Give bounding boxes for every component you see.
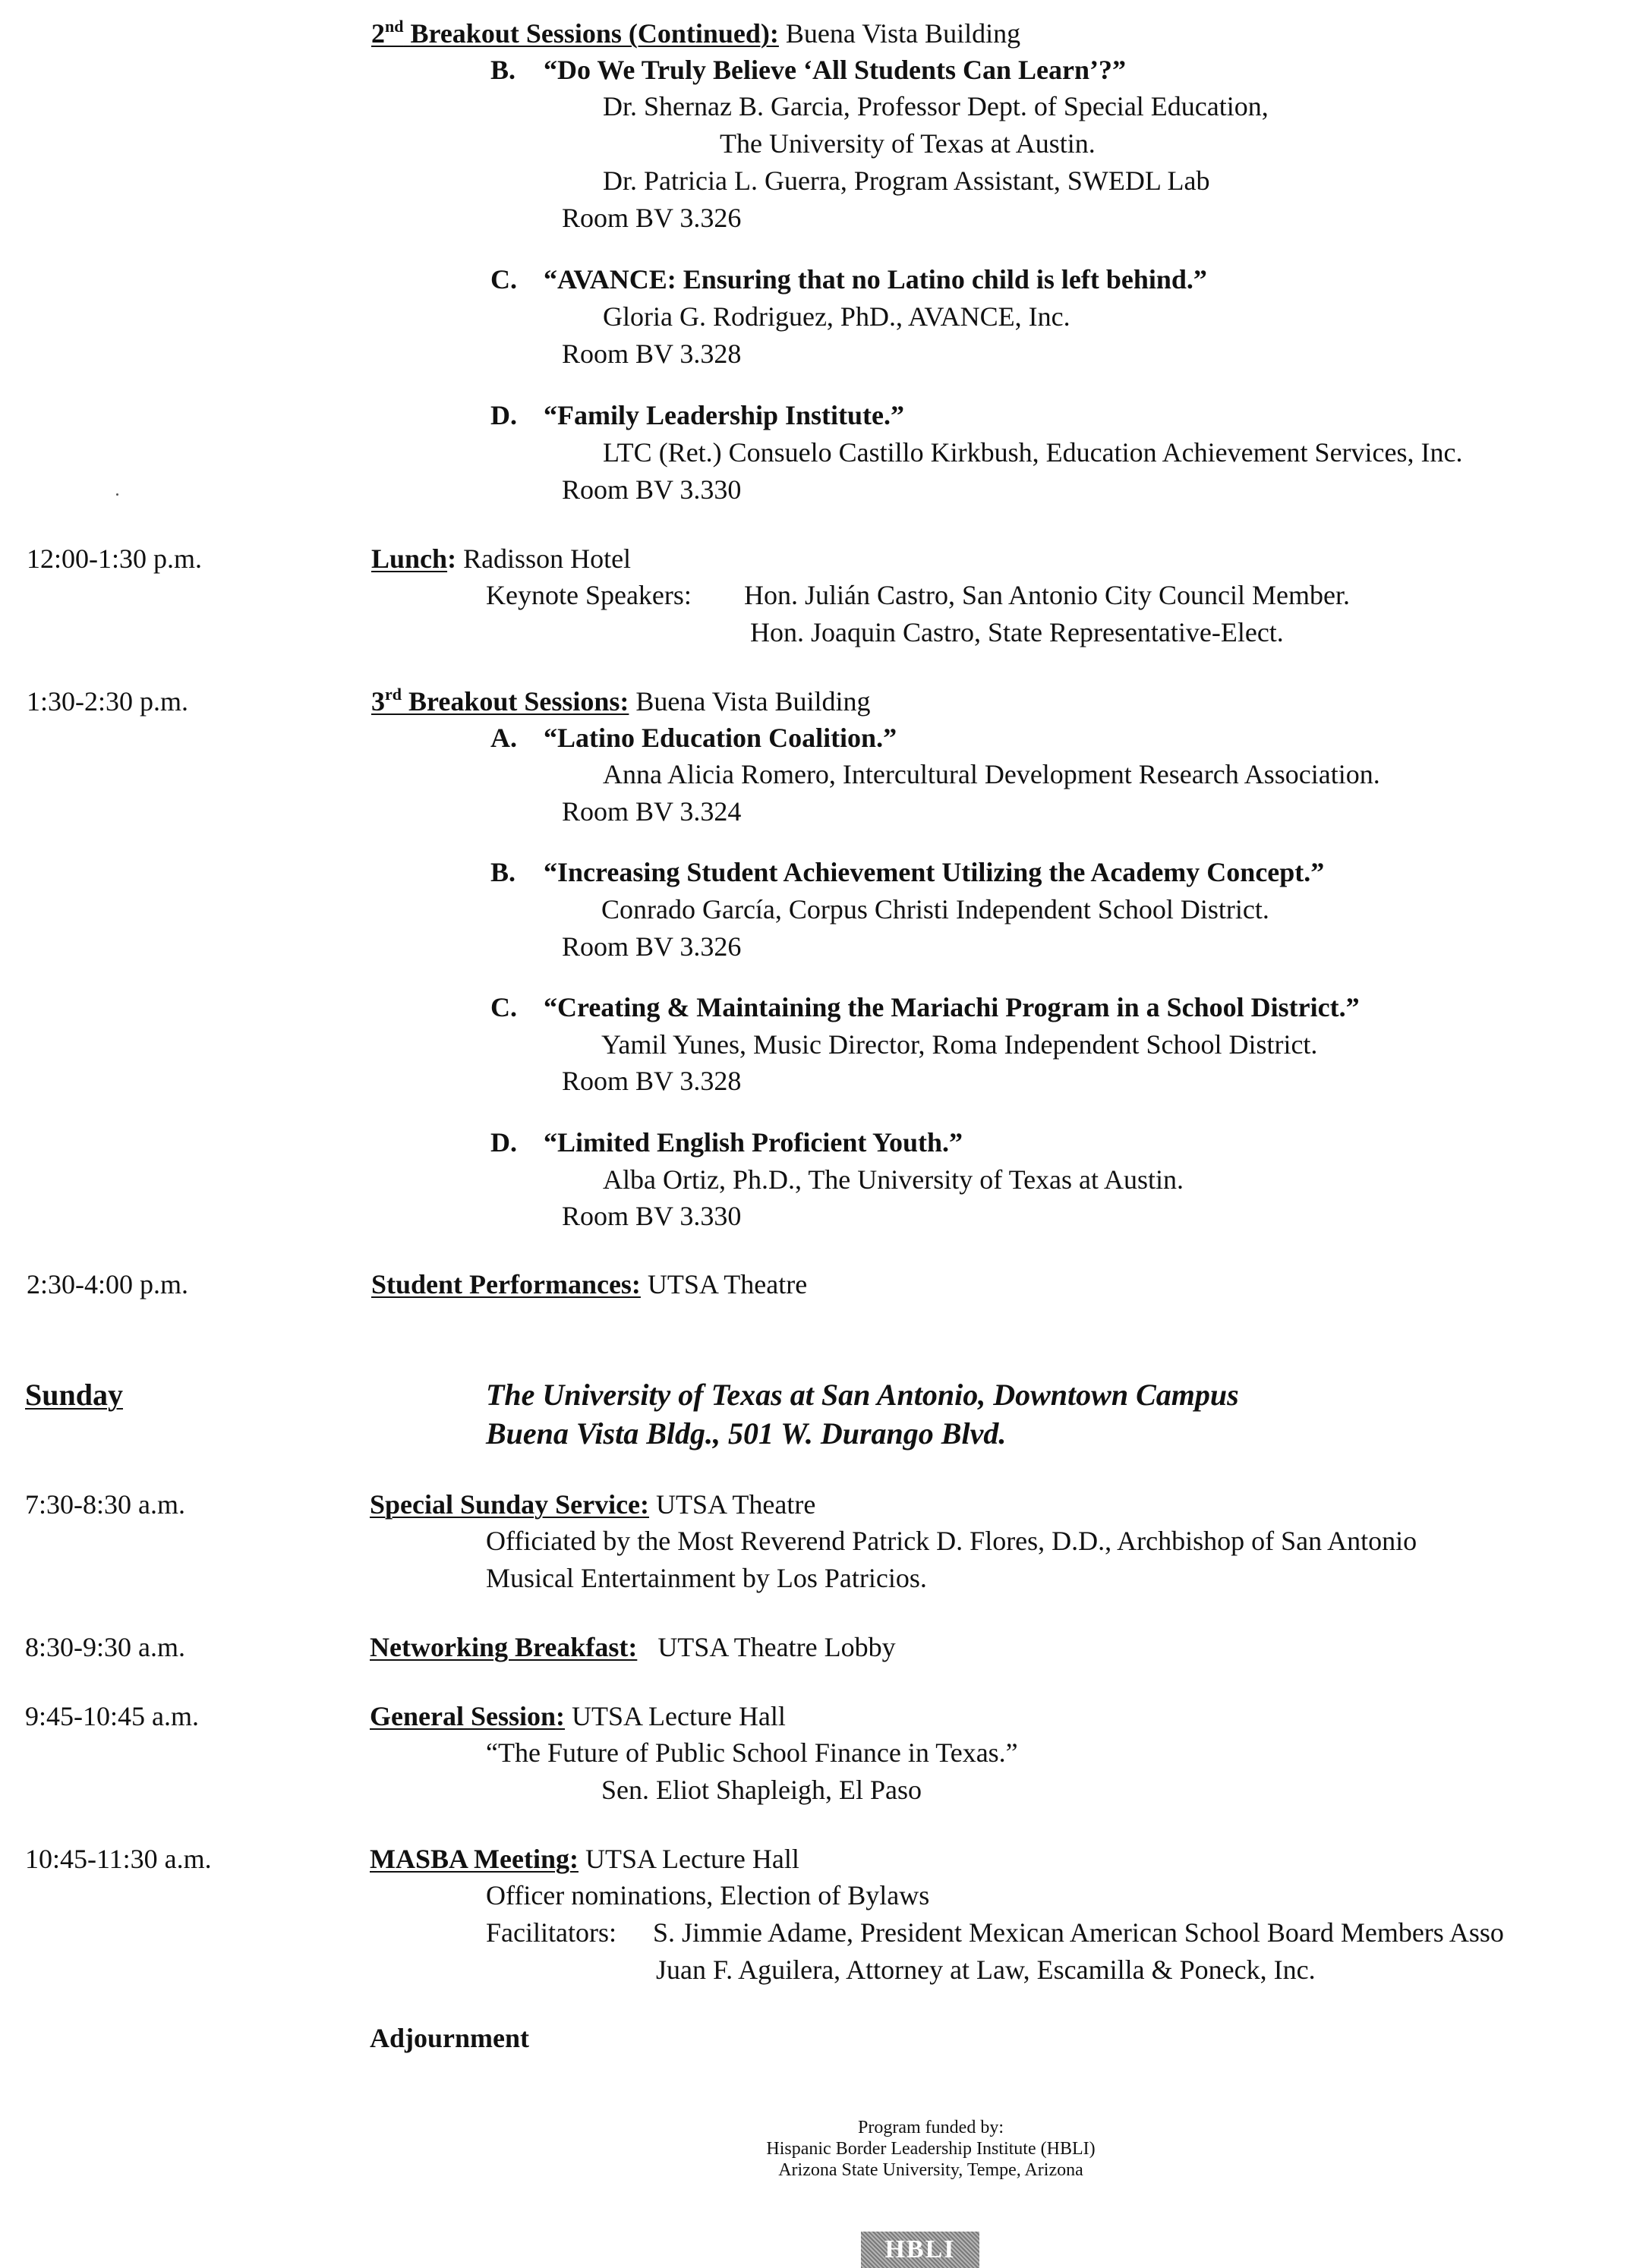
session-room: Room BV 3.326 [562,203,742,233]
session-title: “Limited English Proficient Youth.” [544,1127,963,1158]
breakfast-heading: Networking Breakfast: [370,1632,638,1662]
service-heading: Special Sunday Service: [370,1489,650,1520]
performances-heading-line [371,1271,807,1298]
breakout3-time: 1:30-2:30 p.m. [27,686,188,717]
breakout2-location: Buena Vista Building [785,18,1021,49]
facilitator: S. Jimmie Adame, President Mexican American School Board Members Asso [653,1917,1504,1948]
session-room: Room BV 3.324 [562,796,742,827]
keynote-speaker: Hon. Julián Castro, San Antonio City Council Member. [744,580,1350,610]
performances-location: UTSA Theatre [647,1269,808,1299]
footer-line: Arizona State University, Tempe, Arizona [778,2160,1083,2180]
session-room: Room BV 3.330 [562,1201,742,1231]
session-letter: A. [490,723,517,753]
session-title: “Increasing Student Achievement Utilizing the Academy Concept.” [544,857,1325,887]
session-room: Room BV 3.330 [562,474,742,505]
breakout2-heading: 2nd Breakout Sessions (Continued): [371,17,779,49]
session-title: “Latino Education Coalition.” [544,723,897,753]
lunch-time: 12:00-1:30 p.m. [27,543,202,574]
session-presenter: Gloria G. Rodriguez, PhD., AVANCE, Inc. [603,301,1070,332]
breakout3-heading: 3rd Breakout Sessions: [371,685,629,717]
keynote-label: Keynote Speakers: [486,580,692,610]
session-title: “AVANCE: Ensuring that no Latino child is left behind.” [544,264,1207,295]
service-time: 7:30-8:30 a.m. [25,1489,185,1520]
general-title: “The Future of Public School Finance in Texas.” [486,1737,1018,1768]
general-time: 9:45-10:45 a.m. [25,1701,199,1731]
sunday-venue: Buena Vista Bldg., 501 W. Durango Blvd. [486,1416,1007,1451]
session-presenter: LTC (Ret.) Consuelo Castillo Kirkbush, Education Achievement Services, Inc. [603,437,1463,468]
sunday-heading: Sunday [25,1378,123,1412]
lunch-heading: Lunch [371,543,448,574]
session-presenter: Anna Alicia Romero, Intercultural Development Research Association. [603,759,1380,789]
performances-time: 2:30-4:00 p.m. [27,1269,188,1299]
session-title: “Creating & Maintaining the Mariachi Program in a School District.” [544,992,1360,1022]
masba-location: UTSA Lecture Hall [585,1844,799,1874]
sunday-venue: The University of Texas at San Antonio, Downtown Campus [486,1378,1239,1412]
general-location: UTSA Lecture Hall [572,1701,786,1731]
session-presenter: Yamil Yunes, Music Director, Roma Independent School District. [601,1029,1318,1060]
breakfast-time: 8:30-9:30 a.m. [25,1632,185,1662]
session-letter: B. [490,55,516,85]
session-letter: B. [490,857,516,887]
breakfast-heading-line [370,1633,896,1661]
service-location: UTSA Theatre [656,1489,816,1520]
breakfast-location: UTSA Theatre Lobby [657,1632,896,1662]
session-presenter: Conrado García, Corpus Christi Independent School District. [601,894,1269,925]
lunch-heading-line: Lunch: Radisson Hotel [371,543,632,574]
performances-heading: Student Performances: [371,1269,641,1299]
service-detail: Officiated by the Most Reverend Patrick D. Flores, D.D., Archbishop of San Antonio [486,1526,1417,1556]
masba-agenda: Officer nominations, Election of Bylaws [486,1880,930,1910]
stray-dot [116,493,118,496]
general-speaker: Sen. Eliot Shapleigh, El Paso [601,1775,922,1805]
general-heading: General Session: [370,1701,565,1731]
session-title: “Do We Truly Believe ‘All Students Can Learn’?” [544,55,1127,85]
session-presenter: Alba Ortiz, Ph.D., The University of Texas at Austin. [603,1164,1184,1195]
adjournment: Adjournment [370,2023,530,2053]
hbli-logo: HBLI [861,2232,979,2268]
breakout3-heading-line [371,685,871,717]
session-presenter: The University of Texas at Austin. [720,128,1096,159]
lunch-location: Radisson Hotel [463,543,632,574]
session-room: Room BV 3.326 [562,931,742,962]
session-room: Room BV 3.328 [562,1066,742,1096]
service-heading-line [370,1491,815,1518]
session-room: Room BV 3.328 [562,339,742,369]
masba-heading-line [370,1845,799,1873]
session-title: “Family Leadership Institute.” [544,400,905,430]
footer-line: Program funded by: [858,2118,1004,2137]
breakout2-heading-line [371,17,1021,49]
masba-heading: MASBA Meeting: [370,1844,579,1874]
session-presenter: Dr. Patricia L. Guerra, Program Assistant, SWEDL Lab [603,165,1210,196]
masba-time: 10:45-11:30 a.m. [25,1844,212,1874]
footer-line: Hispanic Border Leadership Institute (HBLI) [766,2139,1096,2159]
session-letter: D. [490,1127,517,1158]
facilitators-label: Facilitators: [486,1917,616,1948]
session-letter: C. [490,992,517,1022]
session-presenter: Dr. Shernaz B. Garcia, Professor Dept. of Special Education, [603,91,1269,121]
facilitator: Juan F. Aguilera, Attorney at Law, Escamilla & Poneck, Inc. [656,1955,1316,1985]
keynote-speaker: Hon. Joaquin Castro, State Representative-Elect. [750,617,1284,647]
session-letter: C. [490,264,517,295]
general-heading-line [370,1703,786,1730]
service-detail: Musical Entertainment by Los Patricios. [486,1563,927,1593]
session-letter: D. [490,400,517,430]
breakout3-location: Buena Vista Building [635,686,871,717]
